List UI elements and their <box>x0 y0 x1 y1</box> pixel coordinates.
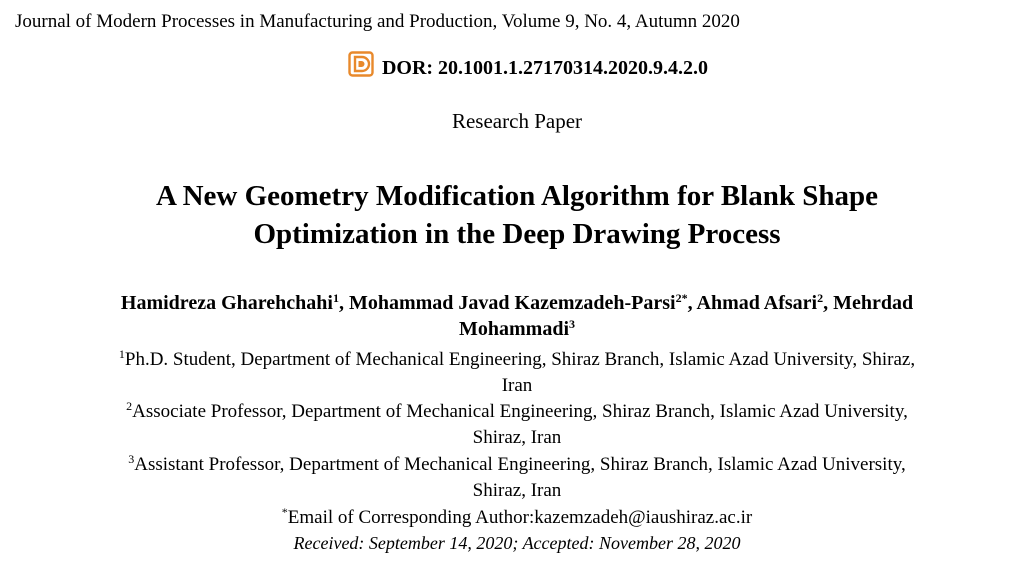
author-list <box>0 290 1024 342</box>
affiliation-line <box>0 452 1024 478</box>
author-name: Mohammad Javad Kazemzadeh-Parsi <box>348 292 676 314</box>
affiliation-marker: 3 <box>128 452 135 466</box>
affiliation-1 <box>0 347 1024 399</box>
author-affil-marker: 2* <box>675 291 688 305</box>
dor-logo-icon <box>348 51 374 77</box>
affiliation-line: Shiraz, Iran <box>472 480 562 501</box>
affiliation-marker: 2 <box>126 399 133 413</box>
paper-type: Research Paper <box>451 109 583 133</box>
received-accepted-dates: Received: September 14, 2020; Accepted: November 28, 2020 <box>293 533 741 553</box>
affiliation-text: Ph.D. Student, Department of Mechanical Engineering, Shiraz Branch, Islamic Azad University, Shiraz, <box>124 349 916 370</box>
paper-title <box>0 177 1024 253</box>
corresponding-marker: * <box>281 505 288 519</box>
title-line-2: Optimization in the Deep Drawing Process <box>253 218 781 250</box>
author-name: Ahmad Afsari <box>696 292 818 314</box>
author-affil-marker: 1 <box>332 291 339 305</box>
affiliation-2 <box>0 399 1024 451</box>
affiliation-marker: 1 <box>118 347 125 361</box>
affiliation-line: Iran <box>501 375 533 396</box>
dor-identifier <box>0 53 1024 86</box>
corresponding-email <box>0 505 1024 531</box>
affiliation-text: Assistant Professor, Department of Mechanical Engineering, Shiraz Branch, Islamic Azad University, <box>134 454 906 475</box>
affiliation-line <box>0 399 1024 425</box>
author-affil-marker: 3 <box>569 317 575 331</box>
author-separator: , <box>687 292 697 314</box>
email-label: Email of Corresponding Author: <box>287 507 535 528</box>
author-name-last: Mohammadi <box>459 318 569 340</box>
dor-row <box>348 53 708 83</box>
affiliation-line: Shiraz, Iran <box>472 427 562 448</box>
author-separator: , <box>823 292 834 314</box>
author-separator: , <box>338 292 349 314</box>
author-affil-marker: 2 <box>817 291 824 305</box>
journal-header: Journal of Modern Processes in Manufacturing and Production, Volume 9, No. 4, Autumn 2020 <box>15 11 740 32</box>
affiliation-text: Associate Professor, Department of Mechanical Engineering, Shiraz Branch, Islamic Azad University, <box>132 401 908 422</box>
affiliation-3 <box>0 452 1024 504</box>
affiliation-line <box>0 347 1024 373</box>
title-line-1: A New Geometry Modification Algorithm for Blank Shape <box>155 180 878 212</box>
email-address-link[interactable]: kazemzadeh@iaushiraz.ac.ir <box>534 507 753 528</box>
author-row-2 <box>0 316 1024 342</box>
dor-text[interactable]: DOR: 20.1001.1.27170314.2020.9.4.2.0 <box>381 57 709 79</box>
author-name-first: Mehrdad <box>833 292 914 314</box>
author-name: Hamidreza Gharehchahi <box>120 292 333 314</box>
author-row-1 <box>0 290 1024 316</box>
